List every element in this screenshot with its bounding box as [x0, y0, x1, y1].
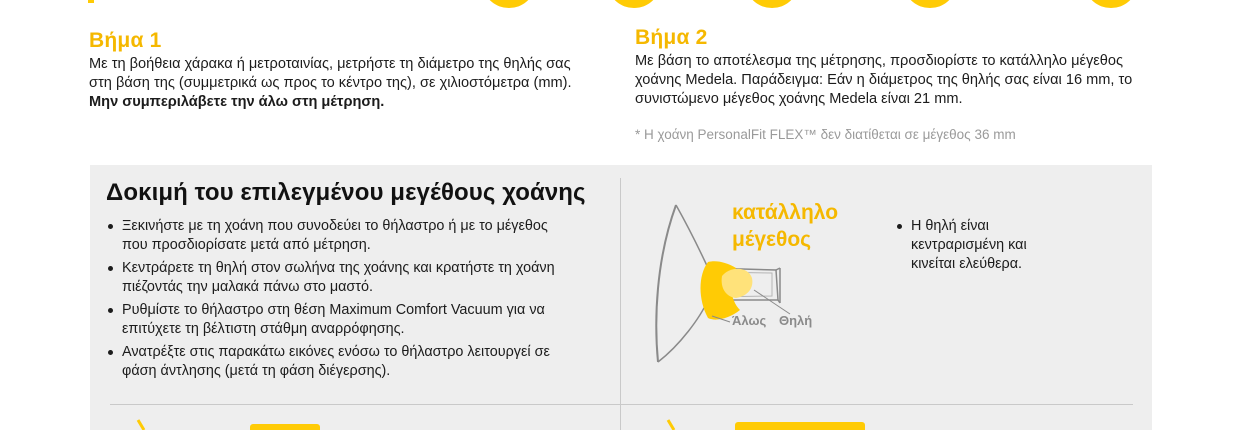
test-bullet: Ρυθμίστε το θήλαστρο στη θέση Maximum Comfort Vacuum για να επιτύχετε τη βέλτιστη στάθμη αναρρόφησης. — [106, 301, 576, 339]
partial-icon-right — [660, 418, 700, 430]
fit-label-line-2: μέγεθος — [732, 228, 812, 251]
step-2-title: Βήμα 2 — [635, 26, 708, 49]
fit-label-line-1: κατάλληλο — [732, 201, 839, 224]
partial-heading-right — [735, 422, 865, 430]
step-dot-1 — [484, 0, 534, 8]
test-bullet: Ανατρέξτε στις παρακάτω εικόνες ενόσω το θήλαστρο λειτουργεί σε φάση άντλησης (μετά τη φάση διέγερσης). — [106, 343, 576, 381]
step-1-body: Με τη βοήθεια χάρακα ή μετροταινίας, μετρήστε τη διάμετρο της θηλής σας στη βάση της (συμμετρικά ως προς το κέντρο της), σε χιλιοστόμετρα (mm). — [89, 56, 572, 91]
partial-icon-left — [130, 418, 170, 430]
step-dot-4 — [905, 0, 955, 8]
fit-label — [732, 199, 892, 253]
fit-bullet: Η θηλή είναι κεντραρισμένη και κινείται ελεύθερα. — [895, 217, 1065, 274]
nipple-label: Θηλή — [779, 313, 813, 328]
step-dot-2 — [609, 0, 659, 8]
step-1-text — [89, 55, 589, 112]
areola-label: Άλως — [732, 313, 767, 328]
step-1-section — [89, 29, 589, 112]
partial-heading-left — [250, 424, 320, 430]
footnote: * Η χοάνη PersonalFit FLEX™ δεν διατίθεται σε μέγεθος 36 mm — [635, 127, 1016, 142]
test-bullet: Κεντράρετε τη θηλή στον σωλήνα της χοάνης και κρατήστε τη χοάνη πιέζοντάς την μαλακά πάνω στο μαστό. — [106, 259, 576, 297]
step-1-bold: Μην συμπεριλάβετε την άλω στη μέτρηση. — [89, 94, 385, 110]
panel-horizontal-divider — [110, 404, 1133, 405]
test-bullet-list — [106, 217, 576, 385]
step-dot-3 — [747, 0, 797, 8]
top-accent-line — [88, 0, 94, 3]
fit-bullet-list — [895, 217, 1065, 274]
test-title: Δοκιμή του επιλεγμένου μεγέθους χοάνης — [106, 179, 586, 206]
test-bullet: Ξεκινήστε με τη χοάνη που συνοδεύει το θήλαστρο ή με το μέγεθος που προσδιορίσατε μετά από μέτρηση. — [106, 217, 576, 255]
step-1-title: Βήμα 1 — [89, 29, 162, 52]
panel-vertical-divider — [620, 178, 621, 430]
step-dot-5 — [1086, 0, 1136, 8]
step-2-text: Με βάση το αποτέλεσμα της μέτρησης, προσδιορίστε το κατάλληλο μέγεθος χοάνης Medela. Παράδειγμα: Εάν η διάμετρος της θηλής σας είναι 16 mm, το συνιστώμενο μέγεθος χοάνης Medela είναι 21 mm. — [635, 53, 1133, 107]
step-2-section — [635, 26, 1135, 109]
